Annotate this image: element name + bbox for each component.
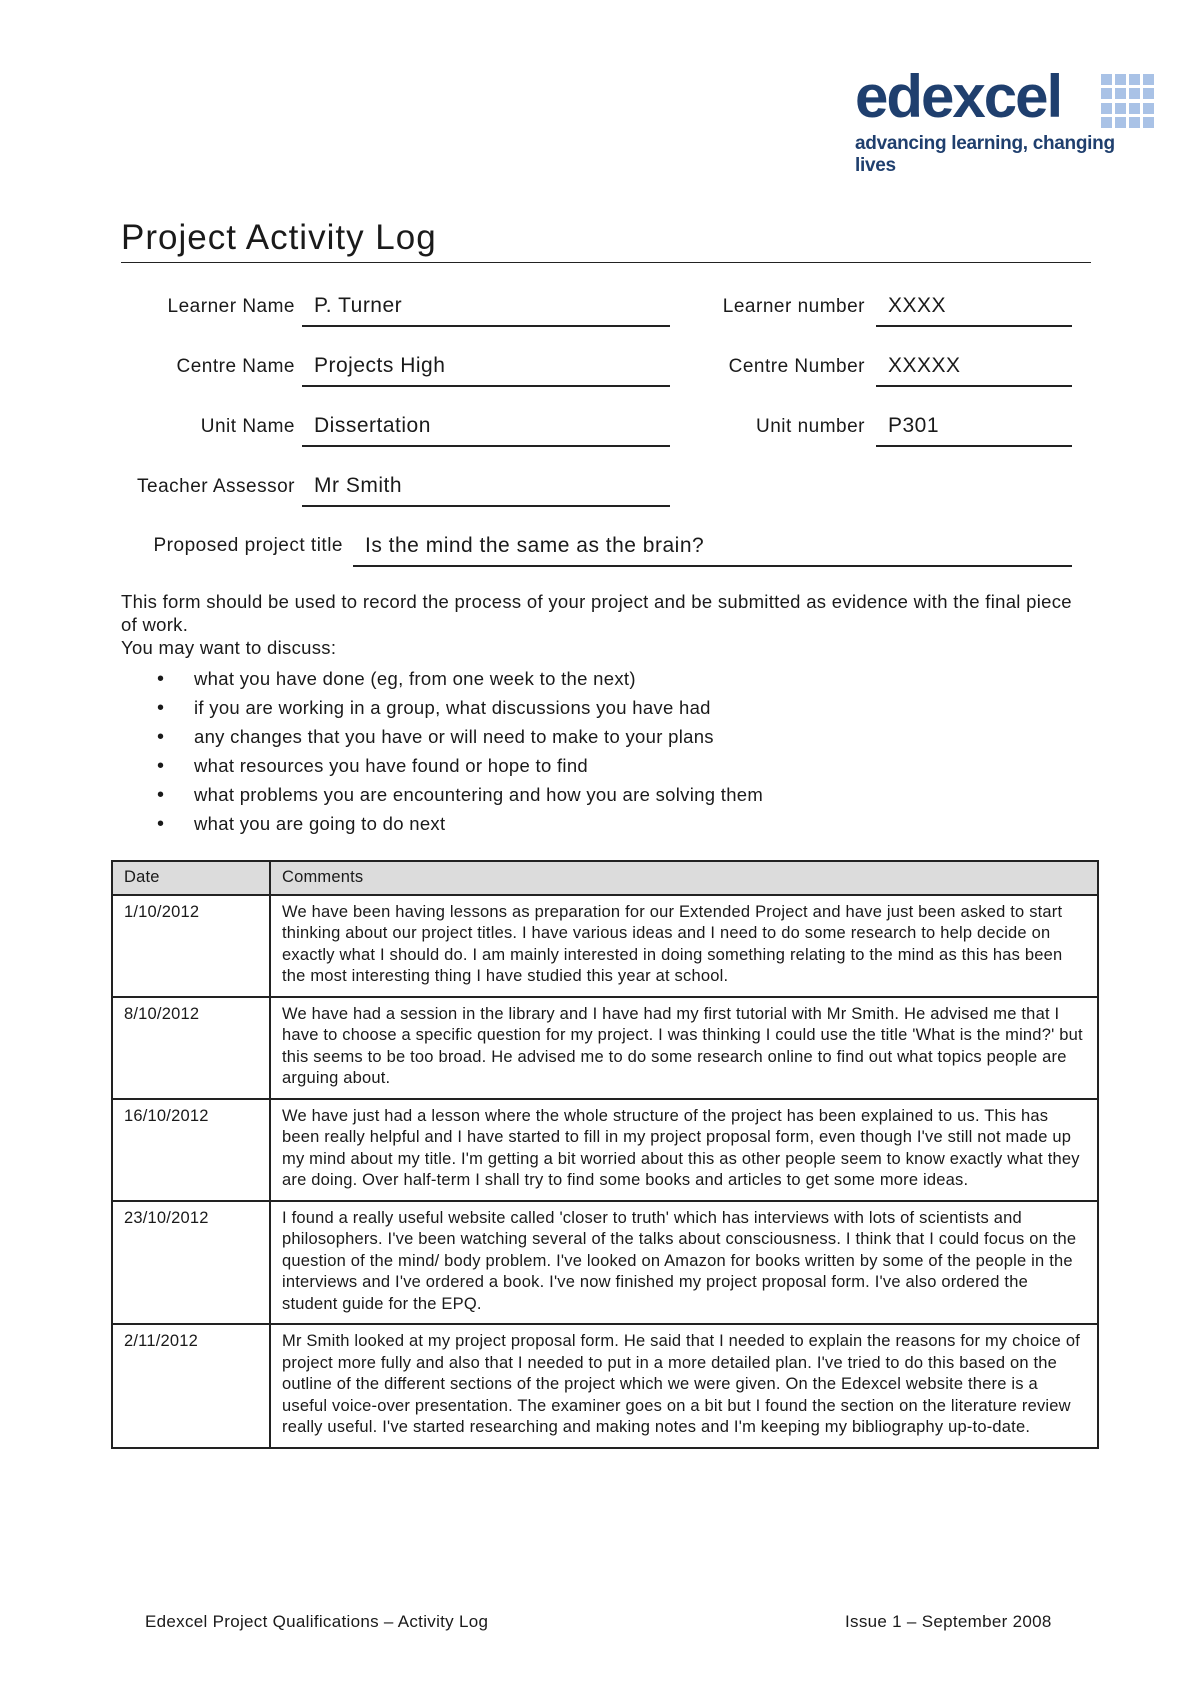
learner-name-field[interactable]: P. Turner xyxy=(302,289,670,327)
unit-name-label: Unit Name xyxy=(200,416,295,437)
list-item: • what resources you have found or hope to find xyxy=(121,753,763,782)
date-column-header: Date xyxy=(112,861,270,895)
list-item: • any changes that you have or will need to make to your plans xyxy=(121,724,763,753)
learner-number-field[interactable]: XXXX xyxy=(876,289,1072,327)
centre-name-label: Centre Name xyxy=(176,356,295,377)
list-item: • if you are working in a group, what discussions you have had xyxy=(121,695,763,724)
teacher-assessor-label: Teacher Assessor xyxy=(137,476,295,497)
date-cell: 16/10/2012 xyxy=(112,1099,270,1201)
comment-cell: We have been having lessons as preparation for our Extended Project and have just been asked to start thinking about our project titles. I have various ideas and I need to do some research to help decide on exactly what I should do. I am mainly interested in doing something relating to the mind as this has been the most interesting thing I have studied this year at school. xyxy=(270,895,1098,997)
centre-number-label: Centre Number xyxy=(728,356,865,377)
table-row xyxy=(112,1324,1098,1448)
centre-name-field[interactable]: Projects High xyxy=(302,349,670,387)
discussion-topics-list xyxy=(121,666,763,840)
date-cell: 23/10/2012 xyxy=(112,1201,270,1325)
logo-wordmark: edexcel xyxy=(855,63,1062,130)
instructions-text: This form should be used to record the process of your project and be submitted as evidence with the final piece of work. xyxy=(121,591,1072,635)
comment-cell: We have just had a lesson where the whole structure of the project has been explained to us. This has been really helpful and I have started to fill in my project proposal form, even though I've still not made up my mind about my title. I'm getting a bit worried about this as other people seem to know exactly what they are doing. Over half-term I shall try to find some books and articles to get some more ideas. xyxy=(270,1099,1098,1201)
instructions xyxy=(121,590,1081,659)
table-row xyxy=(112,1201,1098,1325)
table-row xyxy=(112,895,1098,997)
table-row xyxy=(112,1099,1098,1201)
unit-number-label: Unit number xyxy=(756,416,865,437)
table-header-row xyxy=(112,861,1098,895)
unit-name-field[interactable]: Dissertation xyxy=(302,409,670,447)
instructions-discuss: You may want to discuss: xyxy=(121,637,337,658)
learner-name-label: Learner Name xyxy=(167,296,295,317)
list-item: • what problems you are encountering and how you are solving them xyxy=(121,782,763,811)
date-cell: 1/10/2012 xyxy=(112,895,270,997)
title-divider xyxy=(121,262,1091,263)
date-cell: 2/11/2012 xyxy=(112,1324,270,1448)
centre-number-field[interactable]: XXXXX xyxy=(876,349,1072,387)
date-cell: 8/10/2012 xyxy=(112,997,270,1099)
activity-log-table xyxy=(111,860,1099,1449)
edexcel-logo xyxy=(855,63,1155,176)
comment-cell: Mr Smith looked at my project proposal form. He said that I needed to explain the reasons for my choice of project more fully and also that I needed to put in a more detailed plan. I've tried to do this based on the outline of the different sections of the project which we were given. On the Edexcel website there is a useful voice-over presentation. The examiner goes on a bit but I found the section on the literature review really useful. I've started researching and making notes and I'm keeping my bibliography up-to-date. xyxy=(270,1324,1098,1448)
comment-cell: We have had a session in the library and I have had my first tutorial with Mr Smith. He advised me that I have to choose a specific question for my project. I was thinking I could use the title 'What is the mind?' but this seems to be too broad. He advised me to do some research online to find out what topics people are arguing about. xyxy=(270,997,1098,1099)
comments-column-header: Comments xyxy=(270,861,1098,895)
list-item: • what you are going to do next xyxy=(121,811,763,840)
comment-cell: I found a really useful website called 'closer to truth' which has interviews with lots of scientists and philosophers. I've been watching several of the talks about consciousness. I think that I could focus on the question of the mind/ body problem. I've looked on Amazon for books written by some of the people in the interviews and I've ordered a book. I've now finished my project proposal form. I've also ordered the student guide for the EPQ. xyxy=(270,1201,1098,1325)
unit-number-field[interactable]: P301 xyxy=(876,409,1072,447)
logo-dots-icon xyxy=(1101,74,1155,128)
logo-tagline: advancing learning, changing lives xyxy=(855,133,1115,176)
project-title-field[interactable]: Is the mind the same as the brain? xyxy=(353,529,1072,567)
teacher-assessor-field[interactable]: Mr Smith xyxy=(302,469,670,507)
learner-number-label: Learner number xyxy=(722,296,865,317)
page-title: Project Activity Log xyxy=(121,218,437,257)
footer-issue-date: Issue 1 – September 2008 xyxy=(845,1612,1052,1631)
project-title-label: Proposed project title xyxy=(153,535,343,556)
table-row xyxy=(112,997,1098,1099)
footer-document-name: Edexcel Project Qualifications – Activity Log xyxy=(145,1612,489,1631)
list-item: • what you have done (eg, from one week to the next) xyxy=(121,666,763,695)
